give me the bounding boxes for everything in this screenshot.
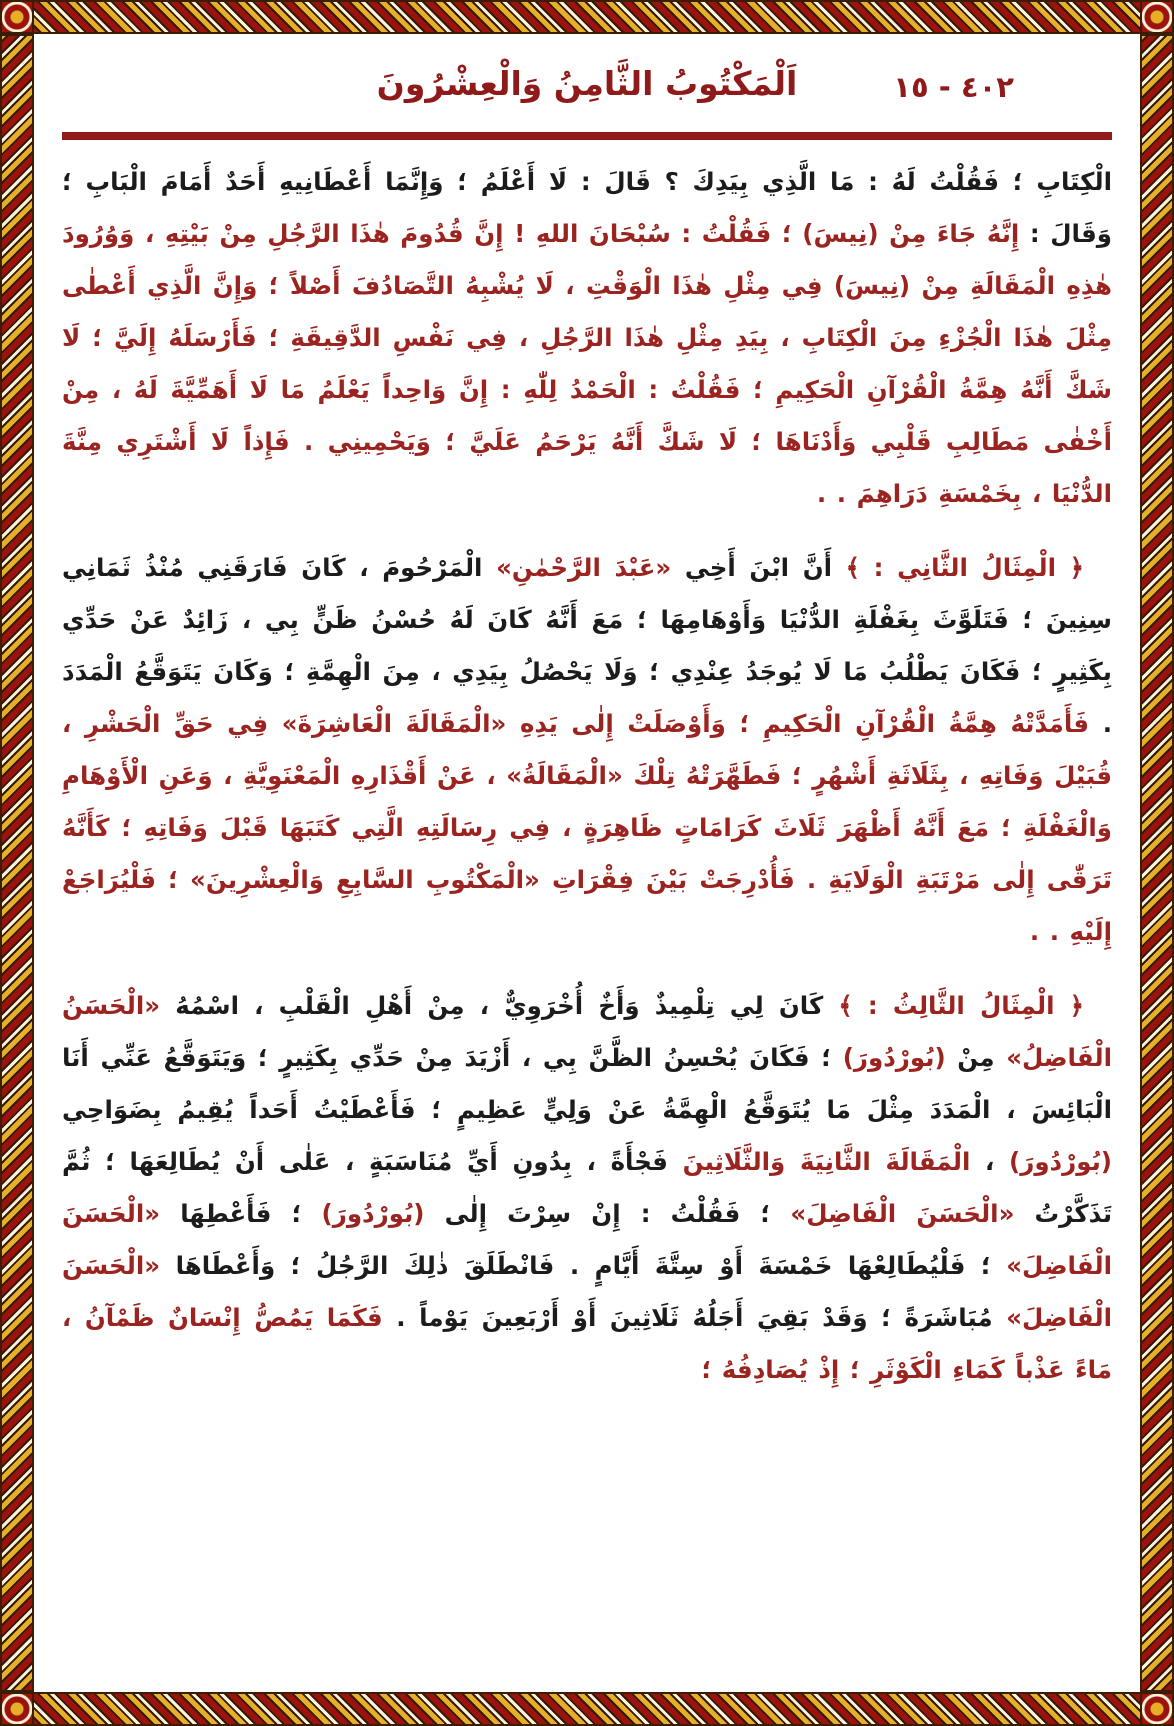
text-segment-red: فَأَمَدَّتْهُ هِمَّةُ الْقُرْآنِ الْحَكِيمِ ؛ وَأَوْصَلَتْ إِلٰى يَدِهِ «الْمَقَالَةَ الْعَاشِرَةَ» فِي حَقِّ الْحَشْرِ ، قُبَيْلَ وَفَاتِهِ ، بِثَلَاثَةِ أَشْهُرٍ ؛ فَطَهَّرَتْهُ تِلْكَ «الْمَقَالَةُ» ، عَنْ أَقْذَارِهِ الْمَعْنَوِيَّةِ ، وَعَنِ الْأَوْهَامِ وَالْغَفْلَةِ ؛ مَعَ أَنَّهُ أَظْهَرَ ثَلَاثَ كَرَامَاتٍ ظَاهِرَةٍ ، فِي رِسَالَتِهِ الَّتِي كَتَبَهَا قَبْلَ وَفَاتِهِ ؛ كَأَنَّهُ تَرَقّٰى إِلٰى مَرْتَبَةِ الْوَلَايَةِ . فَأُدْرِجَتْ بَيْنَ فِقْرَاتِ «الْمَكْتُوبِ السَّابِعِ وَالْعِشْرِينَ» ؛ فَلْيُرَاجَعْ إِلَيْهِ . .: [62, 709, 1112, 946]
text-segment-red: (بُورْدُورَ): [842, 1043, 946, 1072]
text-segment-red: إِنَّهُ جَاءَ مِنْ (نِيسَ) ؛ فَقُلْتُ : سُبْحَانَ اللهِ ! إِنَّ قُدُومَ هٰذَا الرَّجُلِ مِنْ بَيْتِهِ ، وَوُرُودَ هٰذِهِ الْمَقَالَةِ مِنْ (نِيسَ) فِي مِثْلِ هٰذَا الْوَقْتِ ، لَا يُشْبِهُ التَّصَادُفَ أَصْلاً ؛ وَإِنَّ الَّذِي أَعْطٰى مِثْلَ هٰذَا الْجُزْءِ مِنَ الْكِتَابِ ، بِيَدِ مِثْلِ هٰذَا الرَّجُلِ ، فِي نَفْسِ الدَّقِيقَةِ ؛ فَأَرْسَلَهُ إِلَيَّ ؛ لَا شَكَّ أَنَّهُ هِمَّةُ الْقُرْآنِ الْحَكِيمِ ؛ فَقُلْتُ : الْحَمْدُ لِلّٰهِ : إِنَّ وَاحِداً يَعْلَمُ مَا لَا أَهَمِّيَّةَ لَهُ ، مِنْ أَخْفٰى مَطَالِبِ قَلْبِي وَأَدْنَاهَا ؛ لَا شَكَّ أَنَّهُ يَرْحَمُ عَلَيَّ ؛ وَيَحْمِينِي . فَإِذاً لَا أَشْتَرِي مِنَّةَ الدُّنْيَا ، بِخَمْسَةِ دَرَاهِمَ . .: [62, 219, 1112, 508]
text-segment-black: مِنْ: [945, 1043, 1007, 1072]
ornamental-border-right: [1140, 34, 1174, 1692]
paragraph-continuation: [62, 156, 1112, 520]
ornamental-border-left: [0, 34, 34, 1692]
text-segment-red: «الْحَسَنَ الْفَاضِلَ»: [62, 1251, 1112, 1332]
text-segment-red: «الْحَسَنَ الْفَاضِلَ»: [790, 1199, 1015, 1228]
text-segment-black: ؛ فَأَعْطِهَا: [160, 1199, 322, 1228]
text-segment-red: الْمَقَالَةَ الثَّانِيَةَ وَالثَّلَاثِينَ: [682, 1147, 971, 1176]
text-segment-red: ﴿ الْمِثَالُ الثَّانِي : ﴾: [832, 553, 1085, 582]
page-content: [34, 34, 1140, 1692]
ornamental-border-bottom: [0, 1692, 1174, 1726]
text-segment-red: (بُورْدُورَ): [321, 1199, 425, 1228]
border-corner-icon: [1140, 1692, 1174, 1726]
text-segment-black: الْمَرْحُومَ ، كَانَ فَارَقَنِي مُنْذُ ثَمَانِي سِنِينَ ؛ فَتَلَوَّثَ بِغَفْلَةِ الدُّنْيَا وَأَوْهَامِهَا ؛ مَعَ أَنَّهُ كَانَ لَهُ حُسْنُ ظَنٍّ بِي ، زَائِدٌ عَنْ حَدِّي بِكَثِيرٍ ؛ فَكَانَ يَطْلُبُ مَا لَا يُوجَدُ عِنْدِي ؛ وَلَا يَحْصُلُ بِيَدِي ، مِنَ الْهِمَّةِ ؛ وَكَانَ يَتَوَقَّعُ الْمَدَدَ .: [62, 553, 1112, 738]
text-segment-black: ،: [970, 1147, 1010, 1176]
paragraph-second-example: [62, 542, 1112, 958]
text-segment-red: «الْحَسَنَ الْفَاضِلَ»: [62, 1199, 1112, 1280]
text-segment-red: ﴿ الْمِثَالُ الثَّالِثُ : ﴾: [823, 991, 1084, 1020]
header-divider: [62, 132, 1112, 140]
text-segment-black: ؛ فَقُلْتُ : إِنْ سِرْتَ إِلٰى: [424, 1199, 791, 1228]
text-segment-black: كَانَ لِي تِلْمِيذٌ وَأَخٌ أُخْرَوِيٌّ ، مِنْ أَهْلِ الْقَلْبِ ، اسْمُهُ: [160, 991, 824, 1020]
text-segment-red: (بُورْدُورَ): [1009, 1147, 1112, 1176]
text-segment-black: مُبَاشَرَةً ؛ وَقَدْ بَقِيَ أَجَلُهُ ثَلَاثِينَ أَوْ أَرْبَعِينَ يَوْماً .: [382, 1303, 1007, 1332]
text-segment-red: «عَبْدَ الرَّحْمٰنِ»: [496, 553, 672, 582]
text-segment-black: ؛ فَلْيُطَالِعْهَا خَمْسَةَ أَوْ سِتَّةَ أَيَّامٍ . فَانْطَلَقَ ذٰلِكَ الرَّجُلُ ؛ وَأَعْطَاهَا: [160, 1251, 1007, 1280]
border-corner-icon: [1140, 0, 1174, 34]
text-segment-red: «الْحَسَنُ الْفَاضِلُ»: [62, 991, 1112, 1072]
text-segment-black: فَجْأَةً ، بِدُونِ أَيِّ مُنَاسَبَةٍ ، عَلٰى أَنْ يُطَالِعَهَا ؛ ثُمَّ تَذَكَّرْتُ: [62, 1147, 1113, 1228]
page-number: ٤٠٢ - ١٥: [893, 70, 1014, 104]
page-title: اَلْمَكْتُوبُ الثَّامِنُ وَالْعِشْرُونَ: [376, 64, 798, 103]
border-corner-icon: [0, 0, 34, 34]
document-body: [62, 156, 1112, 1396]
paragraph-third-example: [62, 980, 1112, 1396]
text-segment-red: فَكَمَا يَمُصُّ إِنْسَانٌ ظَمْآنُ ، مَاءً عَذْباً كَمَاءِ الْكَوْثَرِ ؛ إِذْ يُصَادِفُهُ ؛: [62, 1303, 1112, 1384]
page-header: [62, 64, 1112, 126]
text-segment-black: ؛ فَكَانَ يُحْسِنُ الظَّنَّ بِي ، أَزْيَدَ مِنْ حَدِّي بِكَثِيرٍ ؛ وَيَتَوَقَّعُ عَنِّي أَنَا الْبَائِسَ ، الْمَدَدَ مِثْلَ مَا يُتَوَقَّعُ الْهِمَّةُ عَنْ وَلِيٍّ عَظِيمٍ ؛ فَأَعْطَيْتُ أَحَداً يُقِيمُ بِضَوَاحِي: [62, 1043, 1112, 1124]
border-corner-icon: [0, 1692, 34, 1726]
ornamental-border-top: [0, 0, 1174, 34]
text-segment-black: الْكِتَابِ ؛ فَقُلْتُ لَهُ : مَا الَّذِي بِيَدِكَ ؟ قَالَ : لَا أَعْلَمُ ؛ وَإِنَّمَا أَعْطَانِيهِ أَحَدٌ أَمَامَ الْبَابِ ؛ وَقَالَ :: [62, 167, 1112, 248]
text-segment-black: أَنَّ ابْنَ أَخِي: [671, 553, 833, 582]
